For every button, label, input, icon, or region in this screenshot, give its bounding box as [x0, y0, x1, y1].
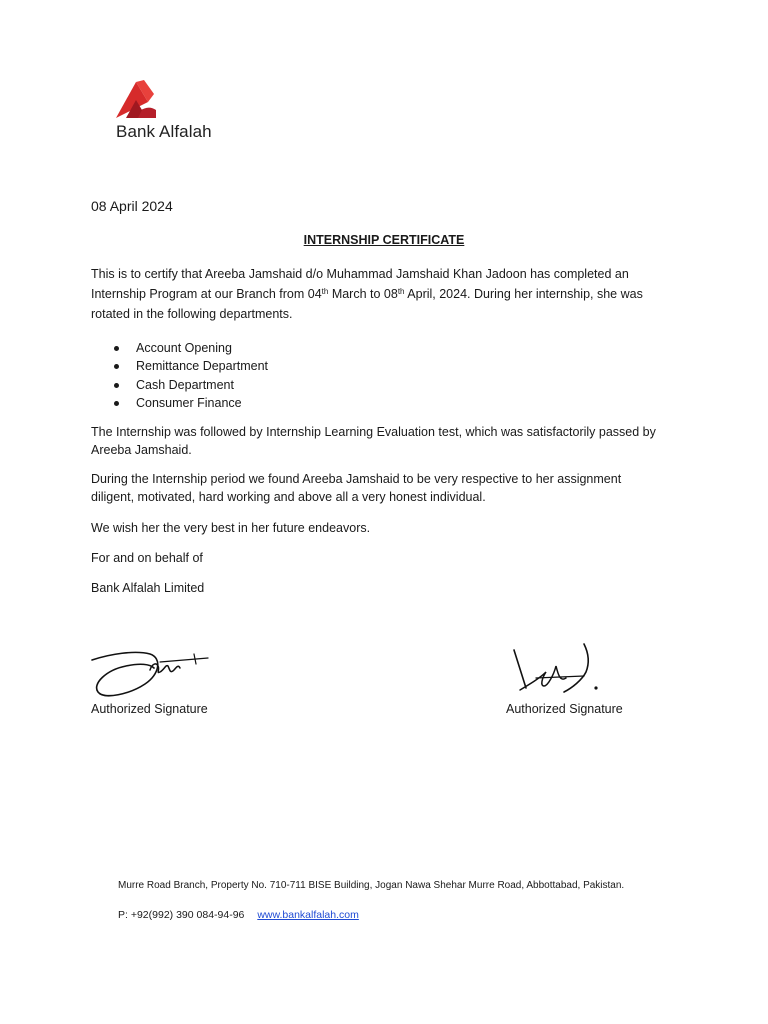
footer-address: Murre Road Branch, Property No. 710-711 BISE Building, Jogan Nawa Shehar Murre Road, Abbottabad, Pakistan.	[118, 880, 625, 891]
footer-phone: P: +92(992) 390 084-94-96	[118, 909, 245, 921]
left-signature-image	[90, 640, 215, 707]
evaluation-paragraph: The Internship was followed by Internship Learning Evaluation test, which was satisfactorily passed by Areeba Jamshaid.	[91, 425, 656, 457]
observation-paragraph: During the Internship period we found Areeba Jamshaid to be very respective to her assignment diligent, motivated, hard working and above all a very honest individual.	[91, 472, 622, 504]
intro-line-1: This is to certify that Areeba Jamshaid d/o Muhammad Jamshaid Khan Jadoon has completed an	[91, 267, 629, 281]
intro-paragraph	[91, 264, 691, 324]
bullet-icon	[114, 364, 119, 369]
bullet-icon	[114, 346, 119, 351]
list-item: Cash Department	[112, 376, 268, 394]
letter-date: 08 April 2024	[91, 198, 173, 214]
left-signature-label: Authorized Signature	[91, 702, 208, 716]
closing-line: For and on behalf of	[91, 551, 203, 565]
bank-logo-icon	[116, 80, 160, 120]
intro-line-3: rotated in the following departments.	[91, 307, 293, 321]
bank-name-logo-text: Bank Alfalah	[116, 122, 212, 141]
footer-contact	[118, 909, 359, 921]
list-item: Consumer Finance	[112, 394, 268, 412]
right-signature-label: Authorized Signature	[506, 702, 623, 716]
bullet-icon	[114, 401, 119, 406]
list-item: Account Opening	[112, 339, 268, 357]
bullet-icon	[114, 383, 119, 388]
website-link[interactable]: www.bankalfalah.com	[257, 909, 359, 921]
list-item: Remittance Department	[112, 357, 268, 375]
intro-line-2: Internship Program at our Branch from 04th March to 08th April, 2024. During her internship, she was	[91, 287, 643, 301]
wishes-line: We wish her the very best in her future endeavors.	[91, 521, 371, 535]
department-list	[112, 339, 268, 412]
right-signature-image	[510, 638, 605, 705]
signatory-organization: Bank Alfalah Limited	[91, 581, 205, 595]
certificate-title: INTERNSHIP CERTIFICATE	[303, 233, 465, 247]
